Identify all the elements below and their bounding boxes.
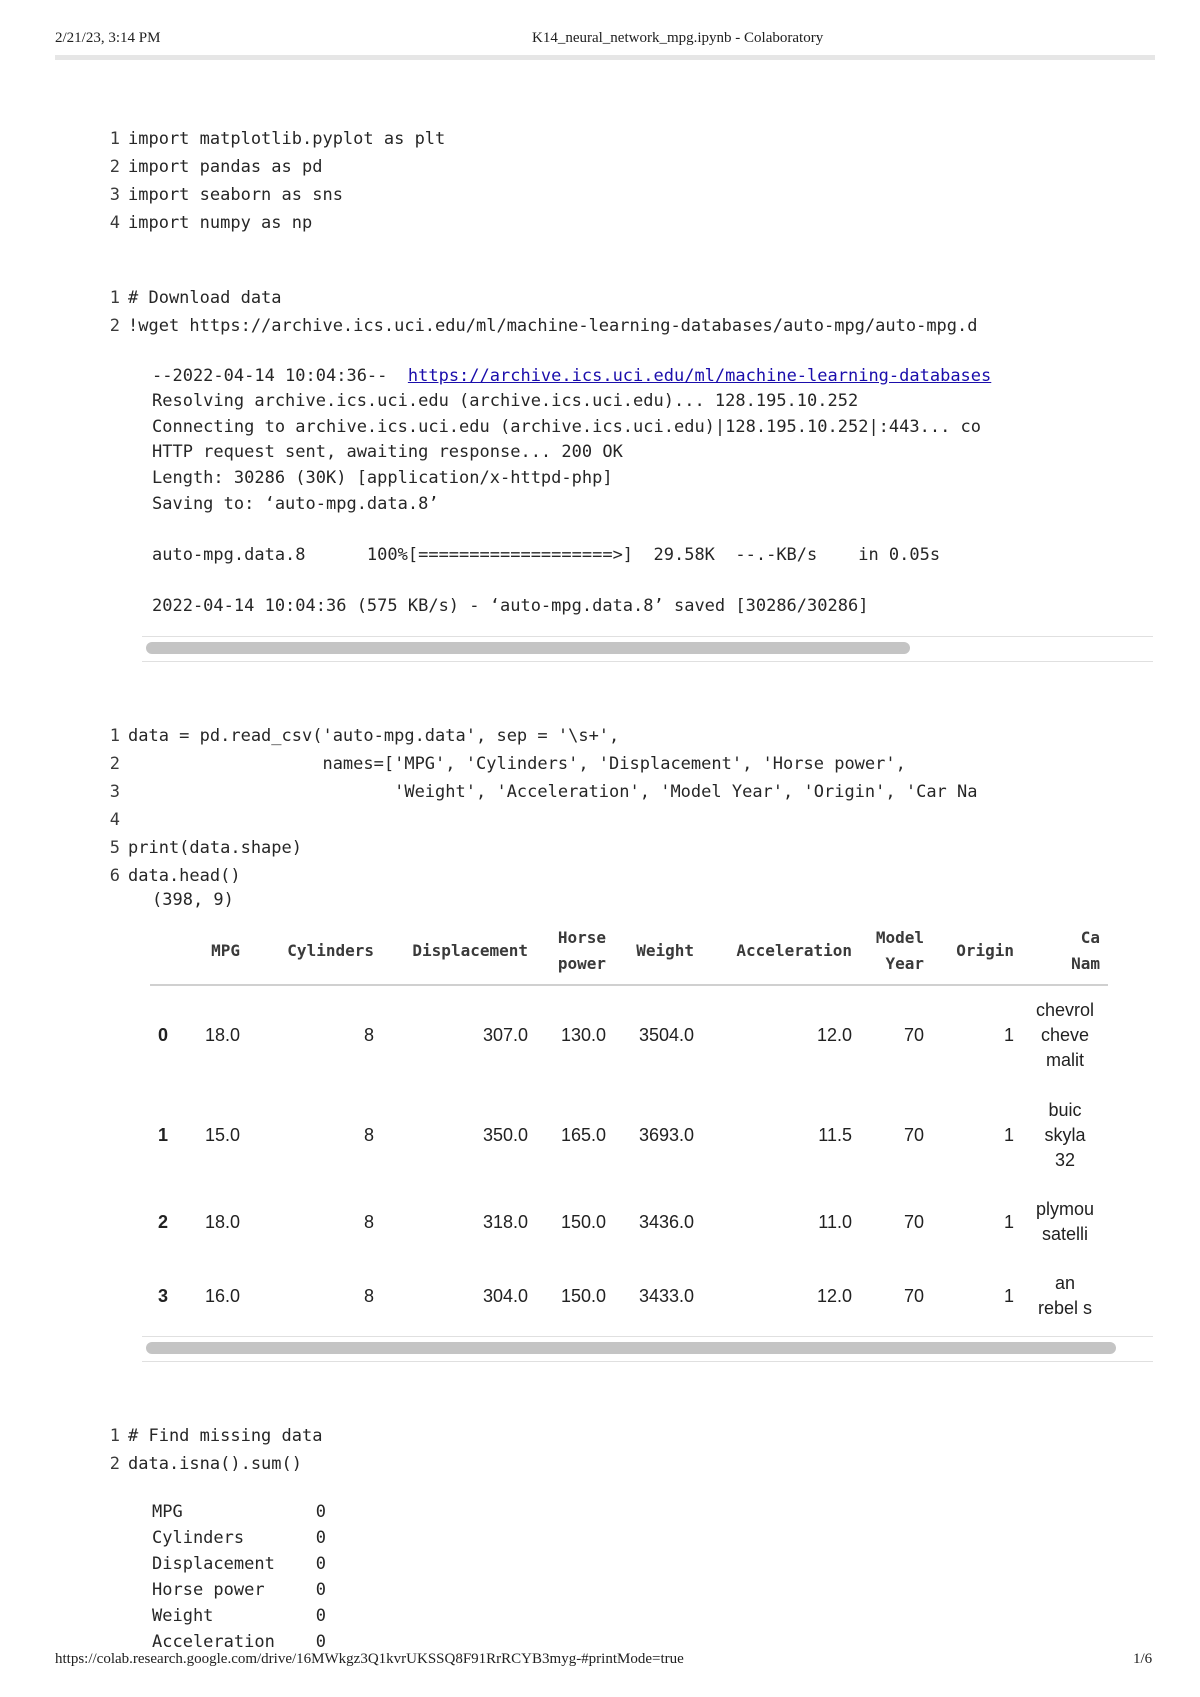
code-cell-imports[interactable] (108, 97, 1153, 233)
isna-sum-output: MPG 0 Cylinders 0 Displacement 0 Horse power 0 Weight 0 Acceleration 0 (152, 1502, 326, 1652)
column-header-index (150, 918, 188, 985)
code-line: 3 'Weight', 'Acceleration', 'Model Year', 'Origin', 'Car Na (109, 782, 978, 802)
code-line: 1 # Find missing data (109, 1426, 323, 1446)
print-page-title: K14_neural_network_mpg.ipynb - Colaboratory (532, 30, 824, 46)
car-name-cell: buic skyla 32 (1044, 1099, 1086, 1170)
table-horizontal-scrollbar[interactable] (142, 1336, 1153, 1362)
column-header: Weight (614, 918, 702, 985)
code-cell-missing-data[interactable] (108, 1394, 1153, 1474)
header-divider (55, 55, 1155, 60)
dataframe-output (150, 918, 1153, 1338)
scrollbar-thumb[interactable] (146, 1342, 1116, 1354)
table-row: 0 18.0 8 307.0 130.0 3504.0 12.0 70 1 chevrol cheve malit (150, 985, 1108, 1085)
code-line: 1 # Download data (109, 288, 282, 308)
code-cell-read-csv[interactable] (108, 694, 1153, 886)
column-header: Ca Nam (1022, 918, 1108, 985)
table-row: 3 16.0 8 304.0 150.0 3433.0 12.0 70 1 an rebel s (150, 1259, 1108, 1333)
column-header: Model Year (860, 918, 932, 985)
table-header-row (150, 918, 1108, 985)
code-line: 5 print(data.shape) (109, 838, 302, 858)
code-line: 6 data.head() (109, 866, 241, 886)
code-line: 2 import pandas as pd (109, 157, 323, 177)
table-row: 2 18.0 8 318.0 150.0 3436.0 11.0 70 1 plymou satelli (150, 1185, 1108, 1259)
code-line: 2 !wget https://archive.ics.uci.edu/ml/machine-learning-databases/auto-mpg/auto-mpg.d (109, 316, 978, 336)
code-line: 1 data = pd.read_csv('auto-mpg.data', sep = '\s+', (109, 726, 620, 746)
car-name-cell: chevrol cheve malit (1035, 1000, 1095, 1070)
scrollbar-thumb[interactable] (146, 642, 910, 654)
column-header: Cylinders (248, 918, 382, 985)
code-line: 2 names=['MPG', 'Cylinders', 'Displacement', 'Horse power', (109, 754, 906, 774)
code-line: 3 import seaborn as sns (109, 185, 343, 205)
column-header: Displacement (382, 918, 536, 985)
column-header: Origin (932, 918, 1022, 985)
cell-output-wget: --2022-04-14 10:04:36-- https://archive.ics.uci.edu/ml/machine-learning-databases Resolving archive.ics.uci.edu (archive.ics.uci.edu)... 128.195.10.252 Connecting to archive.ics.uci.edu (archive.ics.uci.edu)|128.195.10.252|:443... co HTTP request sent, awaiting response... 200 OK Length: 30286 (30K) [application/x-httpd-php] Saving to: ‘auto-mpg.data.8’ auto-mpg.data.8 100%[===================>] 29.58K --.-KB/s in 0.05s 2022-04-14 10:04:36 (575 KB/s) - ‘auto-mpg.data.8’ saved [30286/30286] (152, 365, 992, 616)
code-line: 1 import matplotlib.pyplot as plt (109, 129, 446, 149)
print-page-number: 1/6 (1133, 1651, 1153, 1667)
code-line: 4 import numpy as np (109, 213, 313, 233)
output-horizontal-scrollbar[interactable] (142, 636, 1153, 662)
car-name-cell: an rebel s (1037, 1273, 1093, 1318)
download-url-link[interactable]: https://archive.ics.uci.edu/ml/machine-learning-databases (407, 365, 992, 386)
print-footer-url: https://colab.research.google.com/drive/16MWkgz3Q1kvrUKSSQ8F91RrRCYB3myg-#printMode=true (55, 1651, 684, 1667)
column-header: MPG (188, 918, 248, 985)
code-cell-download[interactable] (108, 256, 1153, 336)
code-line: 4 (109, 810, 120, 830)
print-datetime: 2/21/23, 3:14 PM (55, 30, 161, 46)
dataframe-table (150, 918, 1108, 1333)
column-header: Acceleration (702, 918, 860, 985)
column-header: Horse power (536, 918, 614, 985)
car-name-cell: plymou satelli (1035, 1199, 1095, 1244)
code-line: 2 data.isna().sum() (109, 1454, 302, 1474)
shape-output: (398, 9) (152, 890, 234, 910)
table-row: 1 15.0 8 350.0 165.0 3693.0 11.5 70 1 buic skyla 32 (150, 1085, 1108, 1185)
